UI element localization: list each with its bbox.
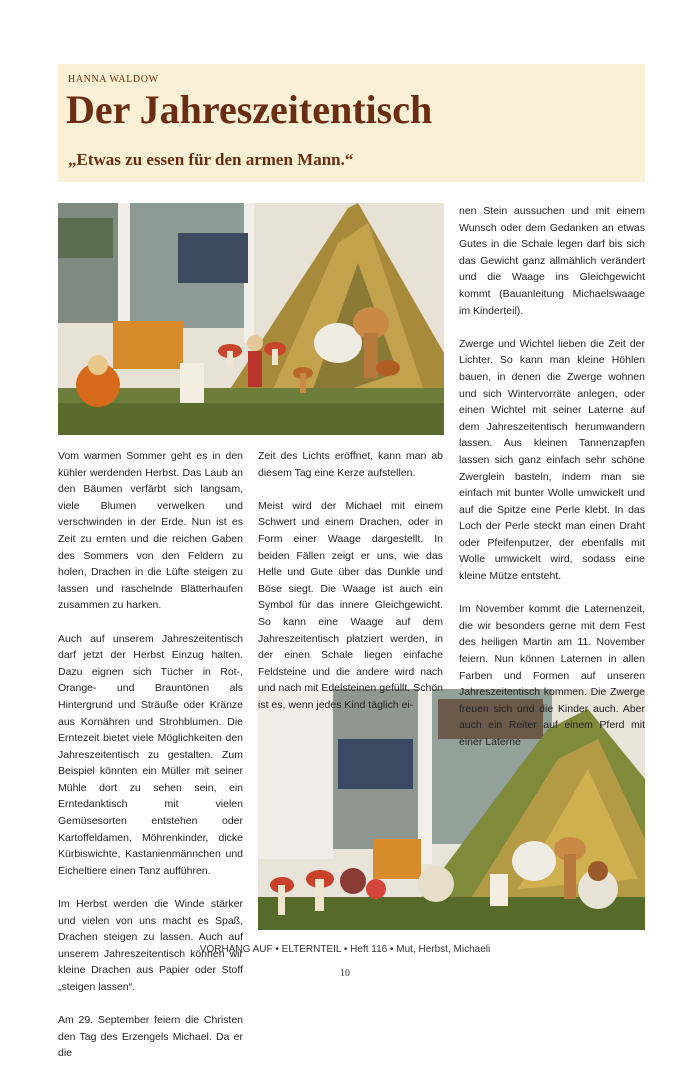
article-subtitle: „Etwas zu essen für den armen Mann.“ [68, 150, 354, 169]
paragraph: Zeit des Lichts eröffnet, kann man ab diesem Tag eine Kerze aufstellen. [258, 450, 443, 479]
page-number: 10 [340, 968, 350, 979]
text-column-2 [258, 448, 443, 730]
text-column-1 [58, 448, 243, 1079]
paragraph: Meist wird der Michael mit einem Schwert und einem Drachen, oder in Form einer Waage dargestellt. In beiden Fällen zeigt er uns, wie das Helle und Gute über das Dunkle und Böse siegt. Die Waage ist auch ein Symbol für das innere Gleichgewicht. So kann eine Waage auf dem Jahreszeitentisch platziert werden, in der einen Schale liegen einfache Feldsteine und die andere wird nach und nach mit Edelsteinen gefüllt. Schön ist es, wenn jedes Kind täglich ei- [258, 499, 443, 711]
paragraph: Am 29. September feiern die Christen den Tag des Erzengels Michael. Da er die [58, 1014, 243, 1060]
text-column-3 [459, 203, 645, 767]
paragraph: Vom warmen Sommer geht es in den kühler werdenden Herbst. Das Laub an den Bäumen verfärbt sich langsam, viele Blumen verwelken und verschwinden in der Erde. Nun ist es Zeit zu ernten und die reichen Gaben des Sommers von den Feldern zu holen, Drachen in die Lüfte steigen zu lassen und raschelnde Blätterhaufen zusammen zu harken. [58, 450, 243, 612]
paragraph: Auch auf unserem Jahreszeitentisch darf jetzt der Herbst Einzug halten. Dazu eignen sich Tücher in Rot-, Orange- und Brauntönen als Hintergrund und Sträuße oder Kränze aus Kornähren und Strohblumen. Die Erntezeit bietet viele Möglichkeiten den Jahreszeitentisch zu gestalten. Zum Beispiel könnten ein Müller mit seiner Mühle dort zu sehen sein, ein Erntedanktisch mit vielen Gemüsesorten entstehen oder Kartoffeldamen, Möhrenkinder, dicke Kürbiswichte, Kastanienmännchen und Eicheltiere einen Tanz aufführen. [58, 632, 243, 877]
page-footer: VORHANG AUF • ELTERNTEIL • Heft 116 • Mut, Herbst, Michaeli [199, 944, 491, 955]
article-header [58, 64, 645, 182]
paragraph: nen Stein aussuchen und mit einem Wunsch oder dem Gedanken an etwas Gutes in die Schale legen darf bis sich das Gewicht ganz allmählich verändert und die Waage ins Gleichgewicht kommt (Bauanleitung Michaelswaage im Kinderteil). [459, 205, 645, 317]
paragraph: Im November kommt die Laternenzeit, die wir besonders gerne mit dem Fest des heiligen Martin am 11. November feiern. Nun können Laternen in allen Farben und Formen auf unseren Jahreszeitentisch kommen. Die Zwerge freuen sich und die Kinder auch. Aber auch ein Reiter auf einem Pferd mit einer Laterne [459, 603, 645, 748]
paragraph: Zwerge und Wichtel lieben die Zeit der Lichter. So kann man kleine Höhlen bauen, in denen die Zwerge wohnen und sich Wintervorräte anlegen, oder einen Wichtel mit seiner Laterne auf dem Jahreszeitentisch herumwandern lassen. Aus kleinen Tannenzapfen lassen sich ganz einfach sehr schöne Zwerglein basteln, indem man sie einfach mit bunter Wolle umwickelt und auf die Spitze eine Perle klebt. In das Loch der Perle steckt man einen Draht oder Pfeifenputzer, der ebenfalls mit Wolle umwickelt wird, sodass eine kleine Mütze entsteht. [459, 337, 645, 583]
seasonal-table-illustration-top [58, 203, 444, 435]
author-name: HANNA WALDOW [68, 74, 159, 85]
paragraph: Im Herbst werden die Winde stärker und vielen von uns macht es Spaß, Drachen steigen zu lassen. Auch auf unserem Jahreszeitentisch können wir kleine Drachen aus Papier oder Stoff „steigen lassen“. [58, 898, 243, 993]
article-title: Der Jahreszeitentisch [66, 87, 433, 132]
seasonal-table-photo-top [58, 203, 444, 435]
